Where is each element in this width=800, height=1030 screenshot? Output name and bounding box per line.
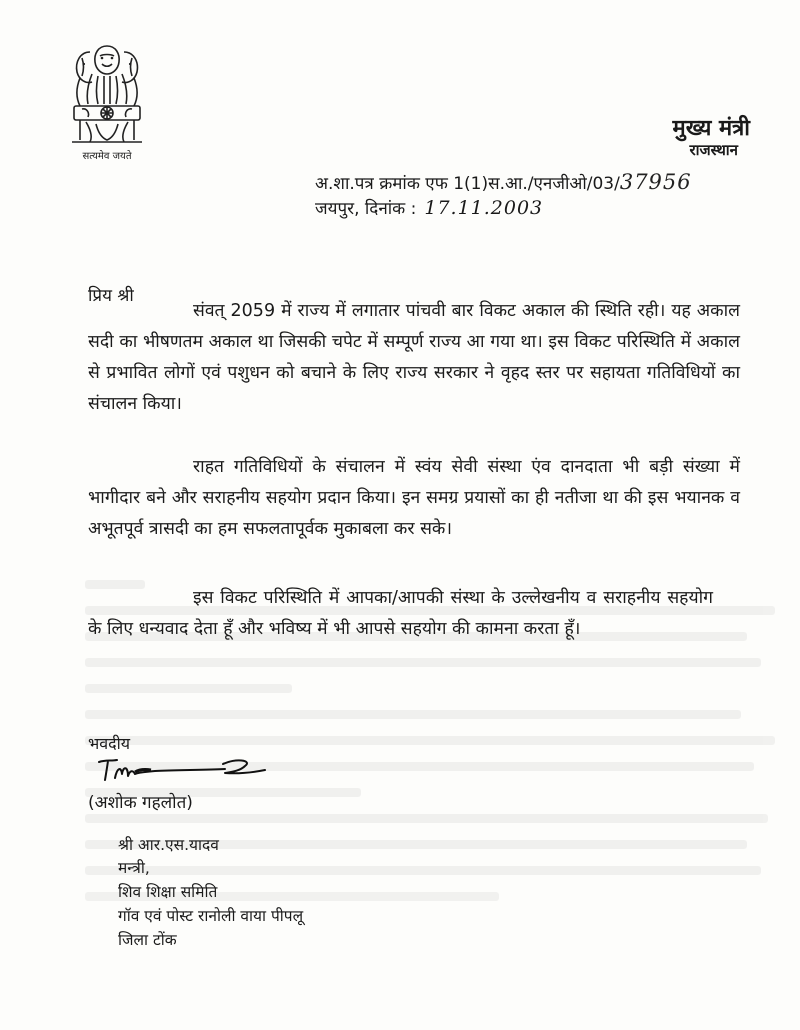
reference-label: अ.शा.पत्र क्रमांक एफ 1(1)स.आ./एनजीओ/03/ — [315, 174, 620, 194]
paragraph-1: संवत् 2059 में राज्य में लगातार पांचवी बार विकट अकाल की स्थिति रही। यह अकाल सदी का भीषणतम अकाल था जिसकी चपेट में सम्पूर्ण राज्य आ गया था। इस विकट परिस्थिति में अकाल से प्रभावित लोगों एवं पशुधन को बचाने के लिए राज्य सरकार ने वृहद स्तर पर सहायता गतिविधियों का संचालन किया। — [88, 301, 740, 414]
paragraph-3: इस विकट परिस्थिति में आपका/आपकी संस्था के उल्लेखनीय व सराहनीय सहयोग के लिए धन्यवाद देता हूँ और भविष्य में भी आपसे सहयोग की कामना करता हूँ। — [88, 588, 713, 639]
office-subtitle: राजस्थान — [689, 141, 738, 159]
handwritten-signature — [95, 752, 275, 787]
date-value: 17.11.2003 — [424, 197, 544, 219]
addressee-organization: शिव शिक्षा समिति — [118, 883, 218, 901]
office-title: मुख्य मंत्री — [672, 116, 750, 141]
reference-number: 37956 — [619, 170, 692, 194]
date-line — [315, 196, 715, 219]
date-label: जयपुर, दिनांक : — [315, 199, 417, 219]
addressee-district: जिला टोंक — [118, 931, 177, 949]
addressee-name: श्री आर.एस.यादव — [118, 836, 219, 854]
national-emblem-icon — [62, 42, 152, 147]
salutation: प्रिय श्री — [88, 286, 134, 306]
reference-line — [315, 170, 790, 194]
addressee-address: गॉव एवं पोस्ट रानोली वाया पीपलू — [118, 907, 304, 925]
closing: भवदीय — [88, 734, 131, 753]
emblem-motto: सत्यमेव जयते — [82, 151, 132, 162]
signatory-name: (अशोक गहलोत) — [88, 793, 193, 813]
addressee-designation: मन्त्री, — [118, 859, 150, 877]
paragraph-2: राहत गतिविधियों के संचालन में स्वंय सेवी संस्था एंव दानदाता भी बड़ी संख्या में भागीदार बने और सराहनीय सहयोग प्रदान किया। इन समग्र प्रयासों का ही नतीजा था की इस भयानक व अभूतपूर्व त्रासदी का हम सफलतापूर्वक मुकाबला कर सके। — [88, 457, 740, 539]
